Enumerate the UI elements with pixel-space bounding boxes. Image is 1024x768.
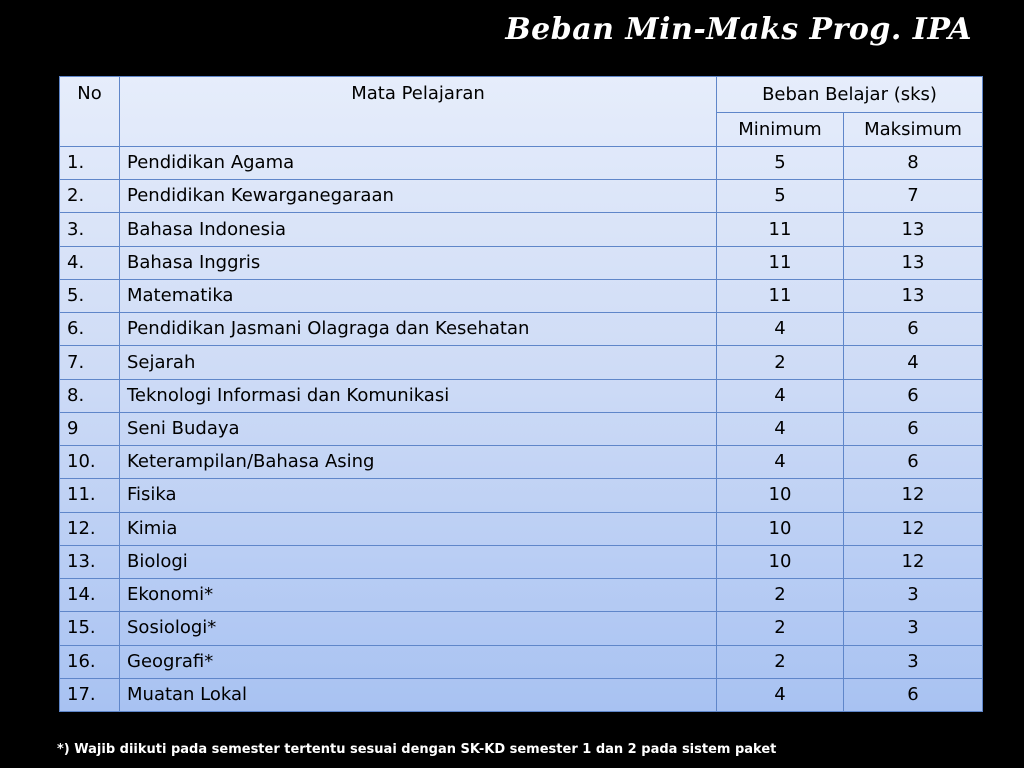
- min-credits: 11: [717, 213, 844, 246]
- header-no: No: [60, 77, 120, 147]
- row-number: 8.: [60, 379, 120, 412]
- min-credits: 2: [717, 346, 844, 379]
- max-credits: 13: [844, 246, 983, 279]
- table-row: [60, 512, 983, 545]
- row-number: 7.: [60, 346, 120, 379]
- min-credits: 4: [717, 446, 844, 479]
- table-row: [60, 412, 983, 445]
- max-credits: 8: [844, 147, 983, 180]
- subject-name: Geografi*: [120, 645, 717, 678]
- table-row: [60, 446, 983, 479]
- max-credits: 6: [844, 313, 983, 346]
- header-max: Maksimum: [844, 113, 983, 147]
- subject-name: Matematika: [120, 279, 717, 312]
- subject-name: Muatan Lokal: [120, 678, 717, 711]
- max-credits: 6: [844, 446, 983, 479]
- min-credits: 5: [717, 147, 844, 180]
- subject-load-table: [59, 76, 983, 712]
- subject-name: Pendidikan Agama: [120, 147, 717, 180]
- table-row: [60, 346, 983, 379]
- row-number: 13.: [60, 545, 120, 578]
- row-number: 16.: [60, 645, 120, 678]
- row-number: 6.: [60, 313, 120, 346]
- table-row: [60, 678, 983, 711]
- row-number: 1.: [60, 147, 120, 180]
- min-credits: 4: [717, 313, 844, 346]
- subject-name: Teknologi Informasi dan Komunikasi: [120, 379, 717, 412]
- min-credits: 4: [717, 379, 844, 412]
- table-row: [60, 379, 983, 412]
- subject-name: Keterampilan/Bahasa Asing: [120, 446, 717, 479]
- max-credits: 12: [844, 479, 983, 512]
- row-number: 11.: [60, 479, 120, 512]
- table-row: [60, 479, 983, 512]
- footnote: *) Wajib diikuti pada semester tertentu sesuai dengan SK-KD semester 1 dan 2 pada sistem paket: [57, 742, 777, 757]
- max-credits: 4: [844, 346, 983, 379]
- max-credits: 6: [844, 379, 983, 412]
- subject-name: Pendidikan Jasmani Olagraga dan Kesehatan: [120, 313, 717, 346]
- table-row: [60, 213, 983, 246]
- min-credits: 10: [717, 479, 844, 512]
- subject-name: Pendidikan Kewarganegaraan: [120, 180, 717, 213]
- subject-name: Bahasa Inggris: [120, 246, 717, 279]
- min-credits: 2: [717, 645, 844, 678]
- subject-name: Sosiologi*: [120, 612, 717, 645]
- row-number: 2.: [60, 180, 120, 213]
- max-credits: 13: [844, 213, 983, 246]
- subject-name: Fisika: [120, 479, 717, 512]
- max-credits: 3: [844, 645, 983, 678]
- min-credits: 10: [717, 545, 844, 578]
- table-row: [60, 279, 983, 312]
- row-number: 3.: [60, 213, 120, 246]
- min-credits: 2: [717, 612, 844, 645]
- table-row: [60, 545, 983, 578]
- max-credits: 12: [844, 545, 983, 578]
- max-credits: 6: [844, 678, 983, 711]
- row-number: 17.: [60, 678, 120, 711]
- min-credits: 11: [717, 279, 844, 312]
- table-row: [60, 313, 983, 346]
- row-number: 9: [60, 412, 120, 445]
- max-credits: 12: [844, 512, 983, 545]
- table-row: [60, 579, 983, 612]
- max-credits: 6: [844, 412, 983, 445]
- subject-name: Sejarah: [120, 346, 717, 379]
- table-body: [60, 147, 983, 712]
- row-number: 10.: [60, 446, 120, 479]
- table-row: [60, 612, 983, 645]
- header-load: Beban Belajar (sks): [717, 77, 983, 113]
- subject-load-table-container: [59, 76, 982, 712]
- max-credits: 13: [844, 279, 983, 312]
- subject-name: Bahasa Indonesia: [120, 213, 717, 246]
- min-credits: 5: [717, 180, 844, 213]
- subject-name: Kimia: [120, 512, 717, 545]
- table-row: [60, 180, 983, 213]
- table-row: [60, 645, 983, 678]
- min-credits: 4: [717, 678, 844, 711]
- table-row: [60, 246, 983, 279]
- subject-name: Ekonomi*: [120, 579, 717, 612]
- slide-title: Beban Min-Maks Prog. IPA: [505, 12, 972, 47]
- max-credits: 3: [844, 612, 983, 645]
- header-subject: Mata Pelajaran: [120, 77, 717, 147]
- max-credits: 3: [844, 579, 983, 612]
- row-number: 4.: [60, 246, 120, 279]
- min-credits: 10: [717, 512, 844, 545]
- min-credits: 11: [717, 246, 844, 279]
- row-number: 5.: [60, 279, 120, 312]
- min-credits: 4: [717, 412, 844, 445]
- subject-name: Biologi: [120, 545, 717, 578]
- row-number: 14.: [60, 579, 120, 612]
- row-number: 15.: [60, 612, 120, 645]
- header-min: Minimum: [717, 113, 844, 147]
- min-credits: 2: [717, 579, 844, 612]
- max-credits: 7: [844, 180, 983, 213]
- row-number: 12.: [60, 512, 120, 545]
- subject-name: Seni Budaya: [120, 412, 717, 445]
- table-row: [60, 147, 983, 180]
